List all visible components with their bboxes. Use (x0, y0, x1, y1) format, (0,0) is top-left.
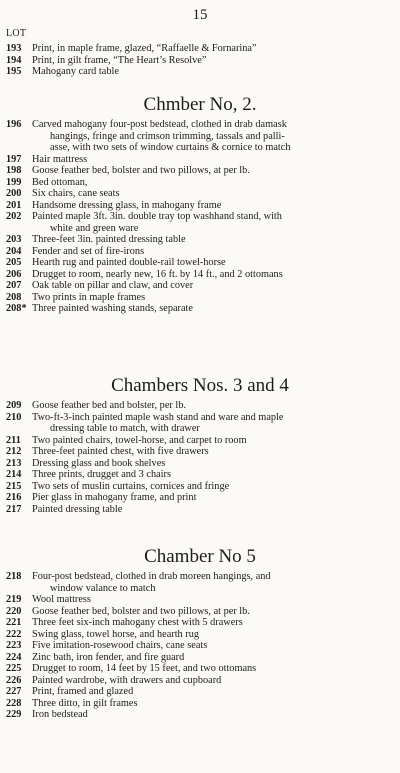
lot-description-line: Oak table on pillar and claw, and cover (32, 280, 194, 291)
lot-description (32, 629, 390, 641)
lot-description (32, 617, 390, 629)
lot-entry (0, 55, 400, 67)
lot-number: 221 (6, 617, 22, 628)
lot-description-line: Three feet six-inch mahogany chest with 5 drawers (32, 617, 243, 628)
lot-entry (0, 481, 400, 493)
lot-entry (0, 492, 400, 504)
lot-description-line: Three ditto, in gilt frames (32, 697, 138, 709)
lot-description (32, 412, 390, 435)
page-number: 15 (192, 7, 208, 23)
lot-description-line: asse, with two sets of window curtains & cornice to match (50, 142, 291, 153)
lot-description-line: Goose feather bed, bolster and two pillows, at per lb. (32, 165, 250, 176)
lot-description-line: Three-feet painted chest, with five drawers (32, 446, 209, 457)
lot-description-line: Dressing glass and book shelves (32, 457, 166, 469)
catalogue-section (0, 94, 400, 315)
lot-entry (0, 269, 400, 281)
lot-description (32, 211, 390, 234)
lot-entry (0, 640, 400, 652)
lot-entry (0, 188, 400, 200)
lot-description (32, 234, 390, 246)
lot-entry (0, 257, 400, 269)
lot-description-line: Zinc bath, iron fender, and fire guard (32, 651, 185, 663)
lot-entry (0, 400, 400, 412)
lot-entry (0, 154, 400, 166)
lot-description-line: Wool mattress (32, 594, 91, 605)
lot-number: 218 (6, 571, 22, 582)
lot-description (32, 188, 390, 200)
lot-description (32, 400, 390, 412)
lot-description-line: Two sets of muslin curtains, cornices and fringe (32, 480, 230, 492)
lot-entry (0, 234, 400, 246)
lot-description (32, 446, 390, 458)
lot-description-line: Hair mattress (32, 153, 88, 165)
lot-entry (0, 709, 400, 721)
lot-description (32, 165, 390, 177)
lot-description (32, 303, 390, 315)
lot-description-line: Iron bedstead (32, 709, 88, 720)
lot-number: 216 (6, 492, 22, 503)
lot-description (32, 686, 390, 698)
lot-description-line: Two-ft-3-inch painted maple wash stand and ware and maple (32, 411, 284, 423)
lot-number: 214 (6, 469, 22, 480)
lot-description (32, 177, 390, 189)
lot-entry (0, 435, 400, 447)
lot-description-line: Goose feather bed, bolster and two pillows, at per lb. (32, 605, 250, 617)
lot-number: 220 (6, 605, 22, 617)
lot-entry (0, 469, 400, 481)
lot-number: 212 (6, 446, 22, 457)
lot-description (32, 43, 390, 55)
lot-number: 210 (6, 411, 22, 423)
lot-description-line: Mahogany card table (32, 66, 119, 77)
lot-description (32, 709, 390, 721)
lot-number: 227 (6, 686, 22, 697)
lot-description-line: Painted wardrobe, with drawers and cupboard (32, 674, 222, 686)
lot-description-line: Four-post bedstead, clothed in drab moreen hangings, and (32, 571, 271, 582)
lot-description-line: Two painted chairs, towel-horse, and carpet to room (32, 434, 247, 446)
lot-description (32, 492, 390, 504)
lot-description-line: Handsome dressing glass, in mahogany frame (32, 199, 222, 211)
lot-entry (0, 675, 400, 687)
section-title: Chambers Nos. 3 and 4 (111, 375, 289, 396)
lot-number: 204 (6, 245, 22, 257)
lot-number: 219 (6, 594, 22, 605)
lot-description (32, 652, 390, 664)
section-title: Chamber No 5 (144, 546, 256, 567)
lot-entry (0, 119, 400, 154)
lot-entry (0, 652, 400, 664)
lot-entry (0, 663, 400, 675)
lot-description (32, 481, 390, 493)
lot-description (32, 594, 390, 606)
lot-entry (0, 211, 400, 234)
lot-description-line: Print, framed and glazed (32, 686, 134, 697)
lot-number: 215 (6, 480, 22, 492)
lot-number: 226 (6, 674, 22, 686)
lot-number: 197 (6, 153, 22, 165)
lot-entry (0, 280, 400, 292)
lot-description (32, 663, 390, 675)
lot-number: 229 (6, 709, 22, 720)
catalogue-section (0, 43, 400, 78)
lot-description (32, 606, 390, 618)
lot-description-line: Print, in gilt frame, “The Heart’s Resolve” (32, 54, 207, 66)
lot-description (32, 280, 390, 292)
lot-entry (0, 200, 400, 212)
catalogue-section (0, 375, 400, 515)
lot-number: 194 (6, 54, 22, 66)
lot-number: 228 (6, 697, 22, 709)
lot-column-header: LOT (6, 28, 27, 39)
lot-description (32, 435, 390, 447)
lot-number: 202 (6, 211, 22, 222)
lot-description-line: Painted dressing table (32, 503, 123, 515)
section-title: Chmber No, 2. (143, 94, 257, 115)
lot-description (32, 55, 390, 67)
lot-number: 201 (6, 199, 22, 211)
lot-description (32, 698, 390, 710)
lot-entry (0, 504, 400, 516)
lot-entry (0, 446, 400, 458)
lot-entry (0, 246, 400, 258)
lot-number: 211 (6, 434, 21, 446)
lot-description-line: hangings, fringe and crimson trimming, tassals and palli- (50, 130, 285, 142)
lot-number: 222 (6, 628, 22, 640)
lot-description (32, 246, 390, 258)
lot-entry (0, 571, 400, 594)
lot-description-line: Three painted washing stands, separate (32, 303, 193, 314)
lot-number: 217 (6, 503, 22, 515)
lot-number: 200 (6, 188, 22, 199)
lot-description-line: Swing glass, towel horse, and hearth rug (32, 628, 200, 640)
lot-description (32, 200, 390, 212)
lot-description-line: Fender and set of fire-irons (32, 245, 145, 257)
lot-entry (0, 698, 400, 710)
lot-number: 193 (6, 43, 22, 54)
lot-description-line: Three-feet 3in. painted dressing table (32, 234, 186, 245)
lot-description-line: Goose feather bed and bolster, per lb. (32, 400, 186, 411)
lot-number: 198 (6, 165, 22, 176)
lot-description (32, 66, 390, 78)
lot-description (32, 257, 390, 269)
lot-number: 207 (6, 280, 22, 291)
lot-description (32, 640, 390, 652)
lot-description-line: Hearth rug and painted double-rail towel-horse (32, 257, 226, 268)
lot-description-line: Pier glass in mahogany frame, and print (32, 492, 197, 503)
lot-description-line: Bed ottoman, (32, 176, 88, 188)
lot-description (32, 571, 390, 594)
lot-number: 196 (6, 119, 22, 130)
lot-description-line: Painted maple 3ft. 3in. double tray top washhand stand, with (32, 211, 282, 222)
lot-number: 223 (6, 640, 22, 651)
lot-entry (0, 458, 400, 470)
lot-number: 209 (6, 400, 22, 411)
lot-entry (0, 629, 400, 641)
lot-description-line: Five imitation-rosewood chairs, cane seats (32, 640, 208, 651)
lot-description (32, 119, 390, 154)
lot-entry (0, 43, 400, 55)
lot-number: 199 (6, 176, 22, 188)
lot-description-line: dressing table to match, with drawer (50, 423, 200, 434)
lot-description-line: Six chairs, cane seats (32, 188, 120, 199)
lot-number: 208* (6, 303, 27, 314)
lot-description-line: Drugget to room, nearly new, 16 ft. by 14 ft., and 2 ottomans (32, 268, 283, 280)
lot-entry (0, 165, 400, 177)
lot-description (32, 504, 390, 516)
lot-description-line: Carved mahogany four-post bedstead, clothed in drab damask (32, 119, 287, 130)
lot-description-line: Two prints in maple frames (32, 291, 146, 303)
lot-number: 205 (6, 257, 22, 268)
lot-entry (0, 412, 400, 435)
lot-description-line: window valance to match (50, 582, 156, 594)
lot-description (32, 269, 390, 281)
lot-entry (0, 606, 400, 618)
lot-description (32, 469, 390, 481)
lot-entry (0, 686, 400, 698)
lot-entry (0, 594, 400, 606)
lot-entry (0, 617, 400, 629)
lot-number: 208 (6, 291, 22, 303)
lot-description-line: Three prints, drugget and 3 chairs (32, 469, 171, 480)
lot-entry (0, 303, 400, 315)
lot-entry (0, 292, 400, 304)
lot-description (32, 154, 390, 166)
lot-description-line: Print, in maple frame, glazed, “Raffaelle & Fornarina” (32, 43, 257, 54)
lot-description-line: Drugget to room, 14 feet by 15 feet, and two ottomans (32, 663, 257, 674)
lot-number: 195 (6, 66, 22, 77)
lot-description (32, 458, 390, 470)
catalogue-section (0, 546, 400, 721)
lot-number: 213 (6, 457, 22, 469)
lot-description (32, 675, 390, 687)
lot-entry (0, 66, 400, 78)
lot-description-line: white and green ware (50, 222, 139, 234)
lot-entry (0, 177, 400, 189)
lot-number: 225 (6, 663, 22, 674)
lot-description (32, 292, 390, 304)
lot-number: 224 (6, 651, 22, 663)
lot-number: 206 (6, 268, 22, 280)
lot-number: 203 (6, 234, 22, 245)
